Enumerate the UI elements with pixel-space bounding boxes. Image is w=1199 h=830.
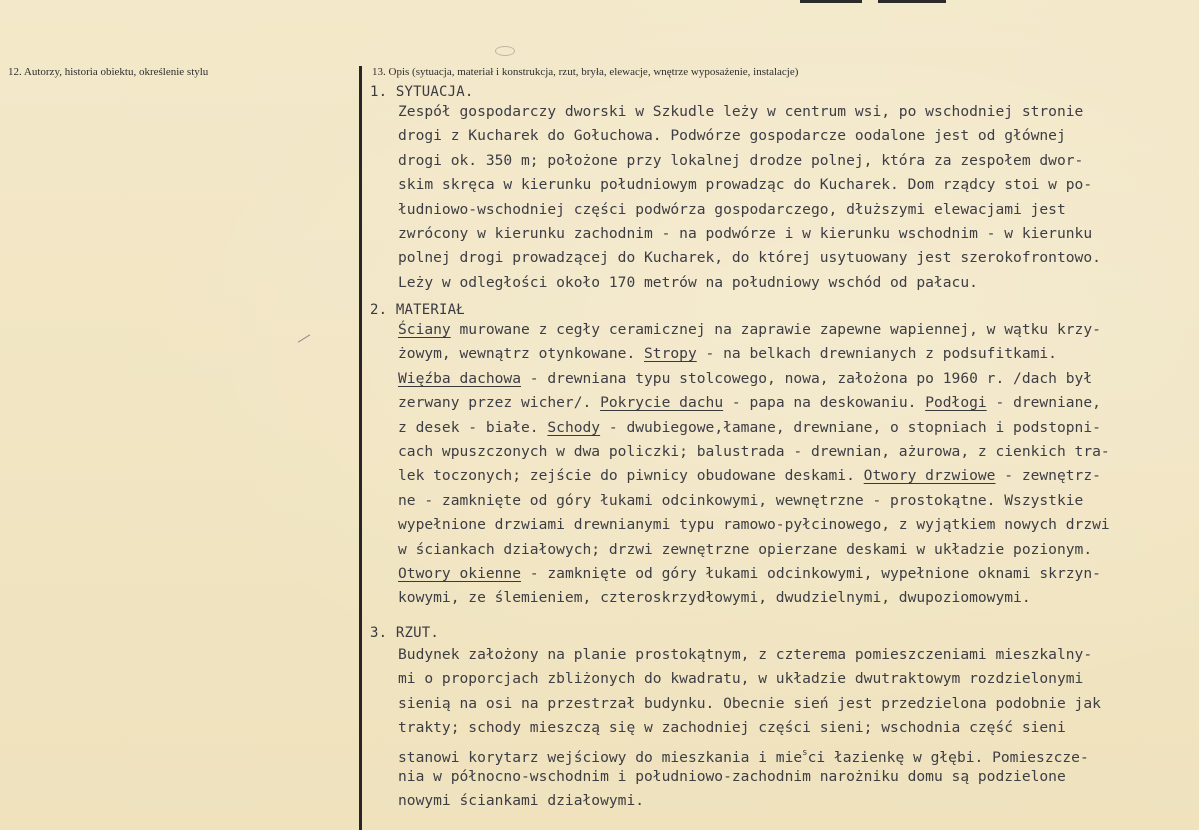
- text-line: drogi z Kucharek do Gołuchowa. Podwórze gospodarcze oodalone jest od głównej: [398, 127, 1066, 145]
- text-line: zerwany przez wicher/. Pokrycie dachu - papa na deskowaniu. Podłogi - drewniane,: [398, 394, 1101, 412]
- top-edge-mark: [800, 0, 862, 3]
- text-line: z desek - białe. Schody - dwubiegowe,łamane, drewniane, o stopniach i podstopni-: [398, 418, 1101, 436]
- term-podlogi: Podłogi: [925, 394, 987, 412]
- text-line: nia w północno-wschodnim i południowo-zachodnim narożniku domu są podzielone: [398, 767, 1066, 785]
- field-13-label: 13. Opis (sytuacja, materiał i konstrukcja, rzut, bryła, elewacje, wnętrze wyposażenie, instalacje): [372, 66, 799, 78]
- text-line: lek toczonych; zejście do piwnicy obudowane deskami. Otwory drzwiowe - zewnętrz-: [398, 467, 1101, 485]
- text-line: Otwory okienne - zamknięte od góry łukami odcinkowymi, wypełnione oknami skrzyn-: [398, 564, 1101, 582]
- section-body-rzut: [398, 643, 1188, 814]
- text-line: Leży w odległości około 170 metrów na południowy wschód od pałacu.: [398, 273, 978, 291]
- text-line: mi o proporcjach zbliżonych do kwadratu, w układzie dwutraktowym rozdzielonymi: [398, 670, 1084, 688]
- text-line: Ściany murowane z cegły ceramicznej na zaprawie zapewne wapiennej, w wątku krzy-: [398, 321, 1101, 338]
- text-line: Więźba dachowa - drewniana typu stolcowego, nowa, założona po 1960 r. /dach był: [398, 369, 1093, 387]
- text-line: zwrócony w kierunku zachodnim - na podwórze i w kierunku wschodnim - w kierunku: [398, 224, 1093, 242]
- superscript-correction: s: [802, 747, 808, 758]
- text-line: nowymi ściankami działowymi.: [398, 792, 645, 810]
- section-body-material: [398, 318, 1188, 611]
- text-line: ne - zamknięte od góry łukami odcinkowymi, wewnętrzne - prostokątne. Wszystkie: [398, 491, 1084, 509]
- section-heading-material: 2. MATERIAŁ: [370, 302, 465, 318]
- text-line: łudniowo-wschodniej części podwórza gospodarczego, dłuższymi elewacjami jest: [398, 200, 1066, 218]
- text-line: Budynek założony na planie prostokątnym, z czterema pomieszczeniami mieszkalny-: [398, 646, 1093, 663]
- text-line: trakty; schody mieszczą się w zachodniej części sieni; wschodnia część sieni: [398, 719, 1066, 737]
- term-pokrycie-dachu: Pokrycie dachu: [600, 394, 724, 412]
- field-12-label: 12. Autorzy, historia obiektu, określenie stylu: [8, 66, 209, 78]
- section-heading-rzut: 3. RZUT.: [370, 625, 440, 641]
- term-otwory-okienne: Otwory okienne: [398, 564, 522, 582]
- faint-stamp-mark: [495, 46, 515, 56]
- text-line: wypełnione drzwiami drewnianymi typu ramowo-pyłcinowego, z wyjątkiem nowych drzwi: [398, 516, 1110, 534]
- text-line: drogi ok. 350 m; położone przy lokalnej drodze polnej, która za zespołem dwor-: [398, 151, 1084, 169]
- term-stropy: Stropy: [644, 345, 697, 363]
- term-schody: Schody: [547, 418, 601, 436]
- term-otwory-drzwiowe: Otwory drzwiowe: [863, 467, 996, 485]
- section-heading-sytuacja: 1. SYTUACJA.: [370, 84, 474, 100]
- section-body-sytuacja: [398, 100, 1188, 295]
- column-divider: [359, 66, 362, 830]
- text-line: w ściankach działowych; drzwi zewnętrzne opierzane deskami w układzie pozionym.: [398, 540, 1093, 558]
- text-line: polnej drogi prowadzącej do Kucharek, do której usytuowany jest szerokofrontowo.: [398, 249, 1101, 267]
- text-line: kowymi, ze ślemieniem, czteroskrzydłowymi, dwudzielnymi, dwupoziomowymi.: [398, 589, 1031, 607]
- text-line: cach wpuszczonych w dwa policzki; balustrada - drewnian, ażurowa, z cienkich tra-: [398, 442, 1110, 460]
- text-line: żowym, wewnątrz otynkowane. Stropy - na belkach drewnianych z podsufitkami.: [398, 345, 1057, 363]
- term-wiezba-dachowa: Więźba dachowa: [398, 369, 522, 387]
- text-line: sienią na osi na przestrzał budynku. Obecnie sień jest przedzielona podobnie jak: [398, 694, 1101, 712]
- term-sciany: Ściany: [398, 321, 451, 338]
- top-edge-mark: [878, 0, 946, 3]
- text-line: Zespół gospodarczy dworski w Szkudle leży w centrum wsi, po wschodniej stronie: [398, 103, 1084, 120]
- text-line: skim skręca w kierunku południowym prowadząc do Kucharek. Dom rządcy stoi w po-: [398, 176, 1093, 194]
- pencil-mark: [298, 334, 310, 342]
- text-line: stanowi korytarz wejściowy do mieszkania i mie$^s$ci łazienkę w głębi. Pomieszcze-: [398, 747, 1089, 766]
